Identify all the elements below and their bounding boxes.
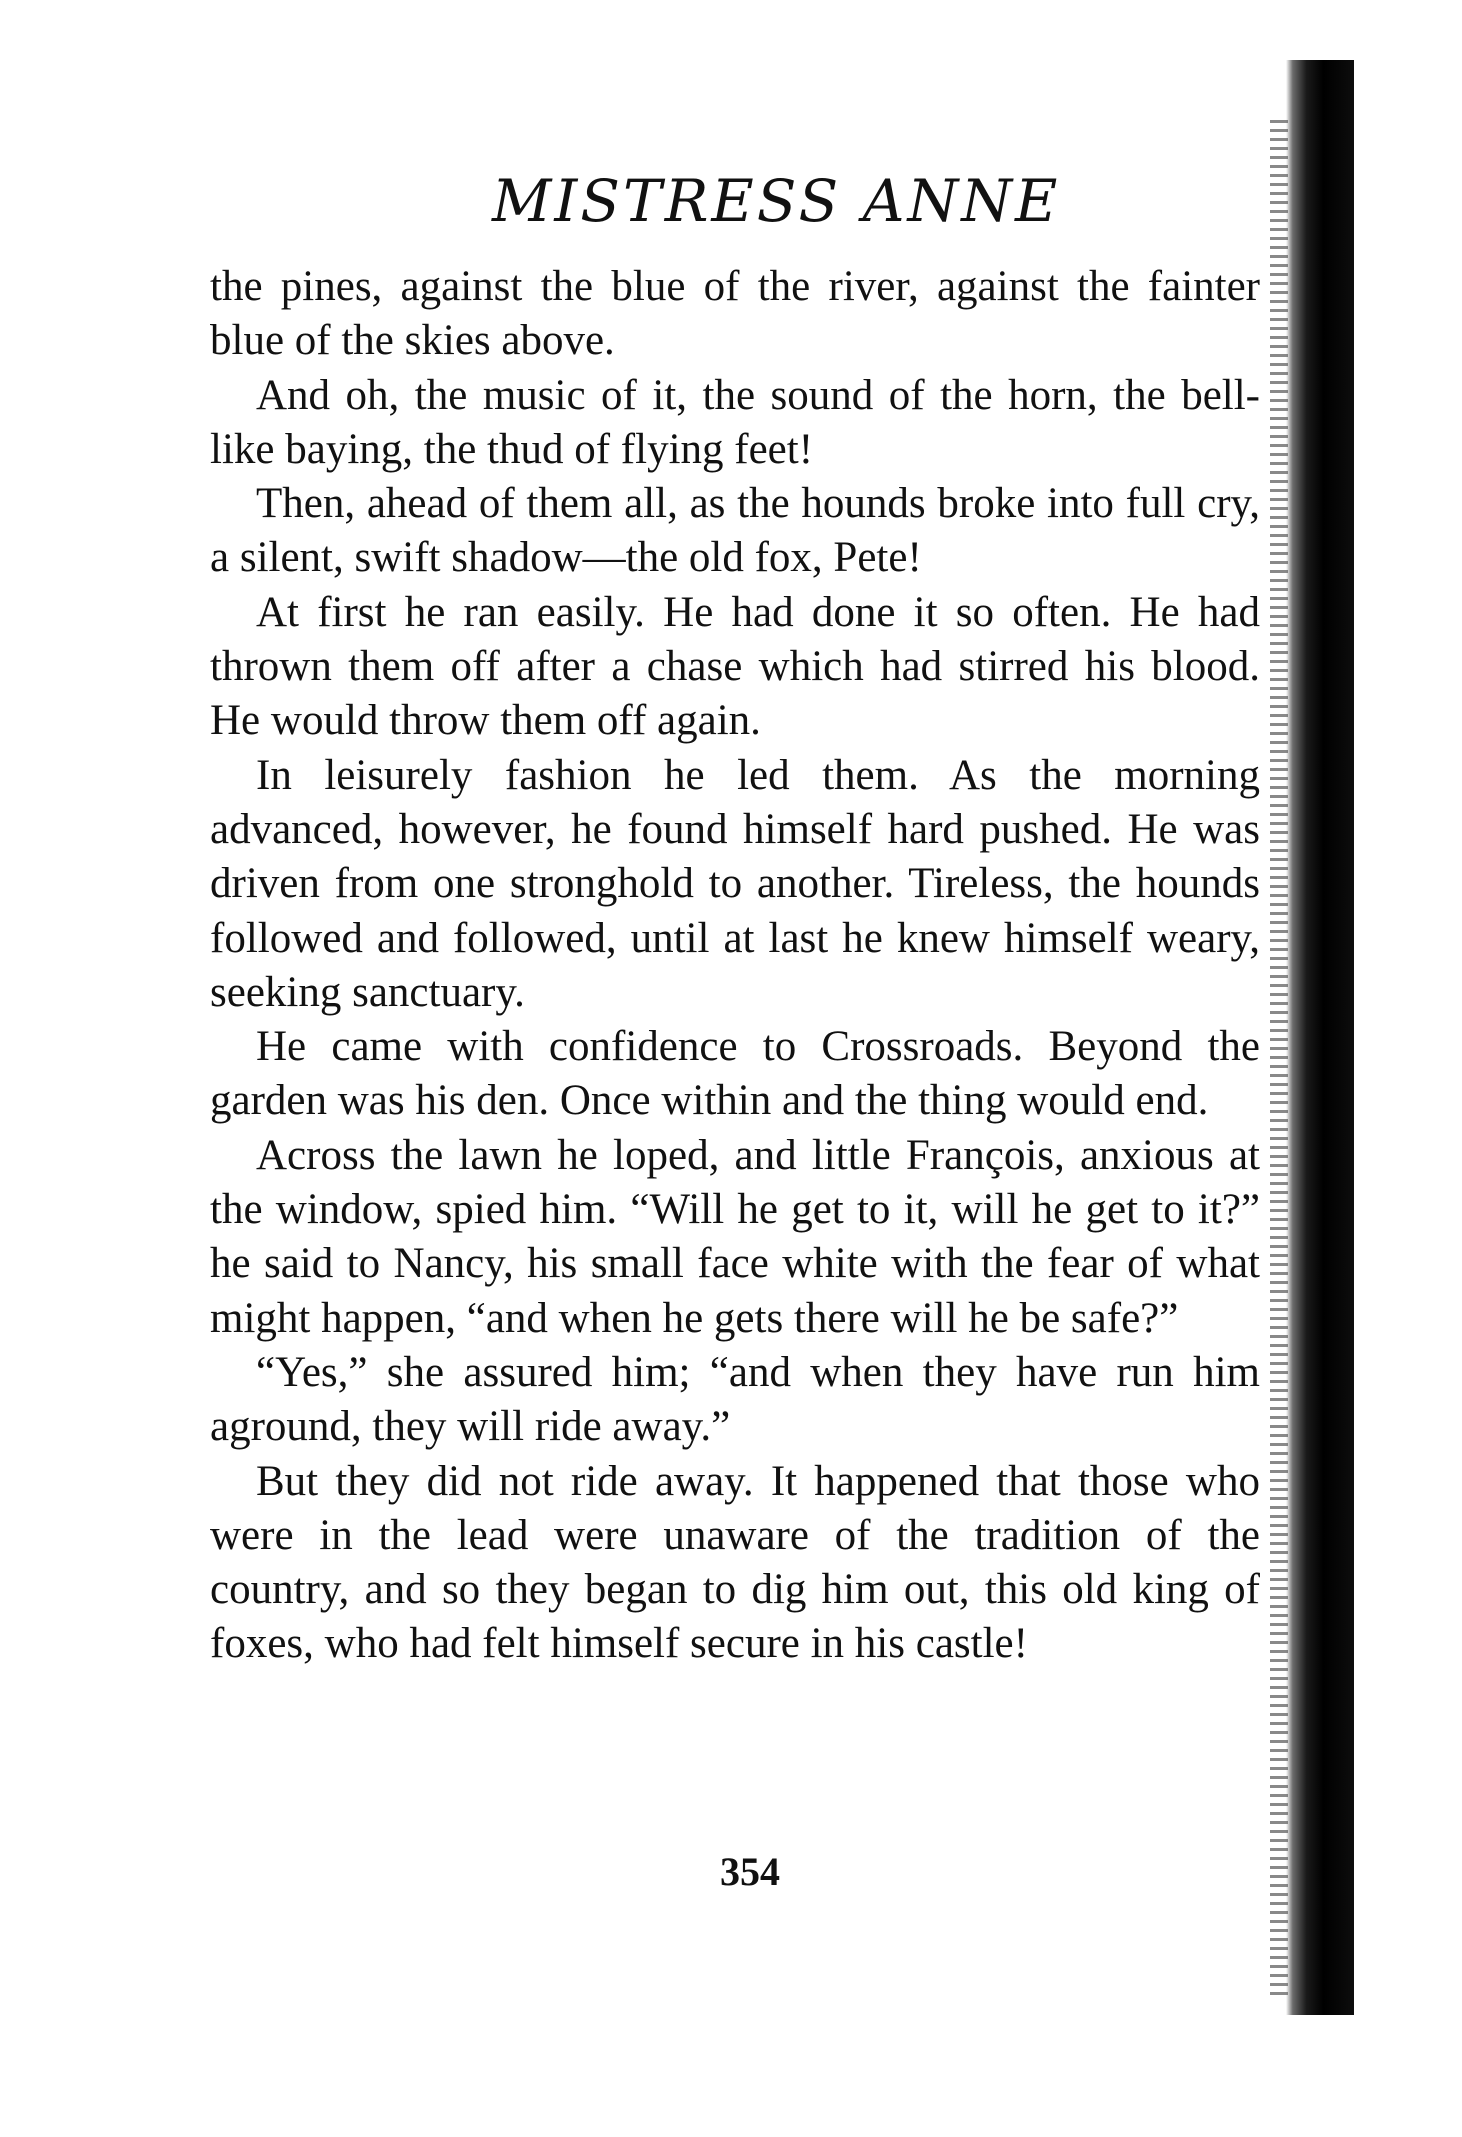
page-number: 354 bbox=[720, 1849, 780, 1894]
paragraph: In leisurely fashion he led them. As the morning advanced, however, he found himself hard pushed. He was driven from one stronghold to another. Tireless, the hounds followed and followed, until at last he knew himself weary, seeking sanctuary. bbox=[210, 751, 1260, 1016]
paragraph: “Yes,” she assured him; “and when they have run him aground, they will ride away.” bbox=[210, 1348, 1260, 1451]
paragraph: And oh, the music of it, the sound of the horn, the bell-like baying, the thud of flying feet! bbox=[210, 371, 1260, 473]
paragraph: the pines, against the blue of the river, against the fainter blue of the skies above. bbox=[210, 263, 1260, 365]
binding-gutter bbox=[1286, 60, 1354, 2015]
paragraph: But they did not ride away. It happened that those who were in the lead were unaware of the tradition of the country, and so they began to dig him out, this old king of foxes, who had felt himself secure in his castle! bbox=[210, 1457, 1260, 1668]
paragraph: Then, ahead of them all, as the hounds broke into full cry, a silent, swift shadow—the old fox, Pete! bbox=[210, 480, 1260, 582]
paragraph: At first he ran easily. He had done it so often. He had thrown them off after a chase which had stirred his blood. He would throw them off again. bbox=[210, 588, 1260, 745]
paragraph: He came with confidence to Crossroads. Beyond the garden was his den. Once within and the thing would end. bbox=[210, 1023, 1260, 1125]
running-title: MISTRESS ANNE bbox=[492, 167, 1061, 235]
paragraph: Across the lawn he loped, and little François, anxious at the window, spied him. “Will he get to it, will he get to it?” he said to Nancy, his small face white with the fear of what might happen, “and when he gets there will he be safe?” bbox=[210, 1131, 1260, 1342]
body-text bbox=[210, 260, 1260, 1672]
